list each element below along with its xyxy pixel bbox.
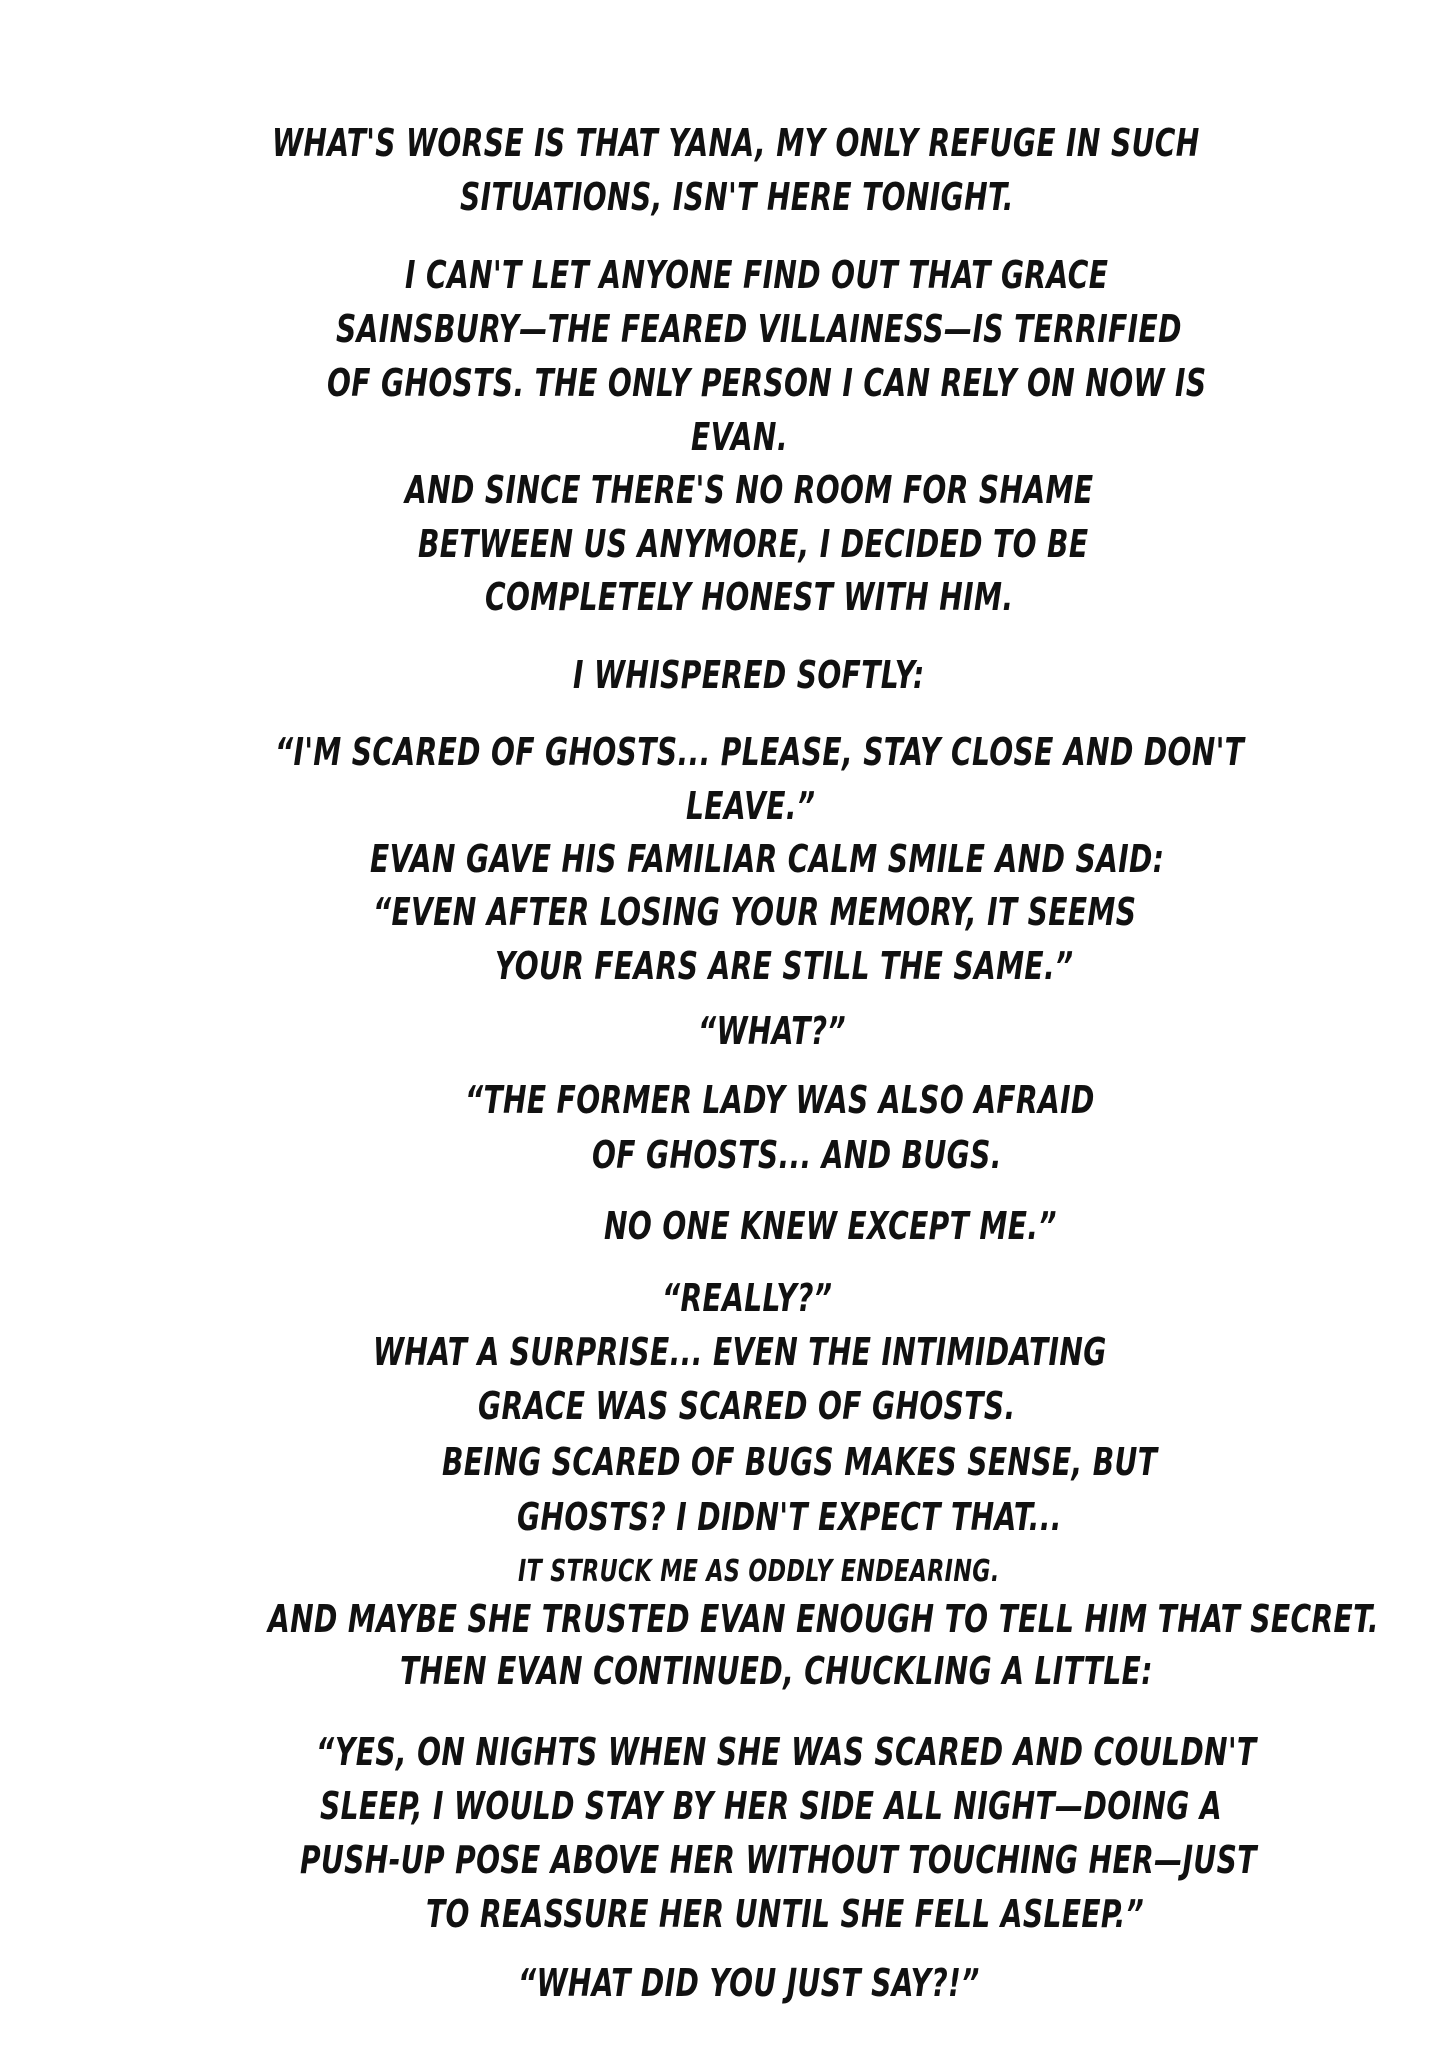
text-line: PUSH-UP POSE ABOVE HER WITHOUT TOUCHING HER—JUST: [300, 1838, 1257, 1882]
text-line: EVAN GAVE HIS FAMILIAR CALM SMILE AND SAID:: [370, 837, 1165, 881]
text-line: COMPLETELY HONEST WITH HIM.: [485, 575, 1014, 619]
text-line: YOUR FEARS ARE STILL THE SAME.”: [495, 944, 1074, 988]
text-line: EVAN.: [691, 415, 788, 459]
text-line: OF GHOSTS. THE ONLY PERSON I CAN RELY ON NOW IS: [327, 361, 1207, 405]
text-line: “YES, ON NIGHTS WHEN SHE WAS SCARED AND COULDN'T: [316, 1730, 1257, 1774]
text-line: “WHAT DID YOU JUST SAY?!”: [518, 1961, 980, 2005]
text-line: “WHAT?”: [698, 1009, 846, 1053]
text-line: GHOSTS? I DIDN'T EXPECT THAT...: [517, 1495, 1062, 1539]
text-line: AND SINCE THERE'S NO ROOM FOR SHAME: [405, 468, 1094, 512]
text-line: “EVEN AFTER LOSING YOUR MEMORY, IT SEEMS: [373, 890, 1137, 934]
text-line: WHAT A SURPRISE... EVEN THE INTIMIDATING: [373, 1330, 1107, 1374]
text-line: OF GHOSTS... AND BUGS.: [592, 1133, 1002, 1177]
text-line: “I'M SCARED OF GHOSTS... PLEASE, STAY CLOSE AND DON'T: [275, 730, 1245, 774]
text-line: SLEEP, I WOULD STAY BY HER SIDE ALL NIGHT—DOING A: [320, 1784, 1223, 1828]
text-line: BEING SCARED OF BUGS MAKES SENSE, BUT: [442, 1440, 1158, 1484]
text-line: WHAT'S WORSE IS THAT YANA, MY ONLY REFUGE IN SUCH: [272, 121, 1200, 165]
text-line: IT STRUCK ME AS ODDLY ENDEARING.: [518, 1554, 1000, 1589]
text-line: BETWEEN US ANYMORE, I DECIDED TO BE: [418, 522, 1089, 566]
text-line: NO ONE KNEW EXCEPT ME.”: [604, 1204, 1057, 1248]
text-line: I CAN'T LET ANYONE FIND OUT THAT GRACE: [405, 253, 1109, 297]
text-line: “REALLY?”: [662, 1276, 833, 1320]
text-line: SAINSBURY—THE FEARED VILLAINESS—IS TERRIFIED: [336, 307, 1182, 351]
text-line: AND MAYBE SHE TRUSTED EVAN ENOUGH TO TELL HIM THAT SECRET.: [268, 1597, 1379, 1641]
text-line: TO REASSURE HER UNTIL SHE FELL ASLEEP.”: [426, 1892, 1145, 1936]
text-line: I WHISPERED SOFTLY:: [573, 653, 925, 697]
text-line: SITUATIONS, ISN'T HERE TONIGHT.: [460, 175, 1014, 219]
text-line: GRACE WAS SCARED OF GHOSTS.: [478, 1384, 1016, 1428]
text-line: “THE FORMER LADY WAS ALSO AFRAID: [465, 1078, 1095, 1122]
text-line: THEN EVAN CONTINUED, CHUCKLING A LITTLE:: [400, 1649, 1153, 1693]
text-line: LEAVE.”: [686, 784, 816, 828]
